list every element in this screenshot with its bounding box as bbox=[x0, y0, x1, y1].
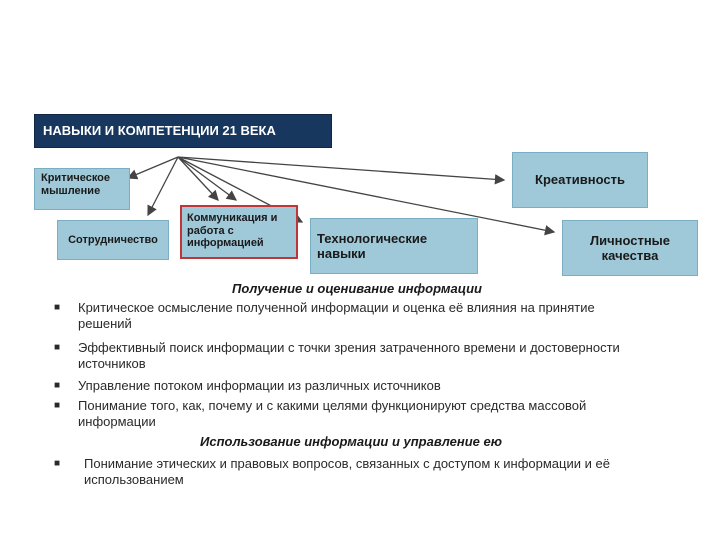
node-tech-skills: Технологические навыки bbox=[310, 218, 478, 274]
diagram-title: НАВЫКИ И КОМПЕТЕНЦИИ 21 ВЕКА bbox=[34, 114, 332, 148]
node-personal-qualities: Личностные качества bbox=[562, 220, 698, 276]
list-item-text: Критическое осмысление полученной информации и оценка её влияния на принятие решений bbox=[78, 300, 595, 331]
node-collaboration: Сотрудничество bbox=[57, 220, 169, 260]
section1-heading: Получение и оценивание информации bbox=[232, 281, 482, 296]
list-item-text: Эффективный поиск информации с точки зрения затраченного времени и достоверности источников bbox=[78, 340, 620, 371]
bullet-square-icon: ■ bbox=[54, 302, 61, 313]
arrow-to-collaboration bbox=[148, 157, 178, 215]
bullet-square-icon: ■ bbox=[54, 342, 61, 353]
list-item-text: Управление потоком информации из различных источников bbox=[78, 378, 441, 393]
arrow-to-creativity bbox=[178, 157, 504, 180]
bullet-square-icon: ■ bbox=[54, 380, 61, 391]
section2-heading: Использование информации и управление ею bbox=[200, 434, 502, 449]
node-communication: Коммуникация и работа с информацией bbox=[180, 205, 298, 259]
arrow-to-critical bbox=[128, 157, 178, 178]
bullet-square-icon: ■ bbox=[54, 400, 61, 411]
list-item-text: Понимание того, как, почему и с какими целями функционируют средства массовой информации bbox=[78, 398, 587, 429]
bullet-square-icon: ■ bbox=[54, 458, 61, 469]
node-creativity: Креативность bbox=[512, 152, 648, 208]
node-critical-thinking: Критическое мышление bbox=[34, 168, 130, 210]
arrow-to-communication-2 bbox=[178, 157, 236, 200]
list-item-text: Понимание этических и правовых вопросов, связанных с доступом к информации и её использованием bbox=[84, 456, 610, 487]
